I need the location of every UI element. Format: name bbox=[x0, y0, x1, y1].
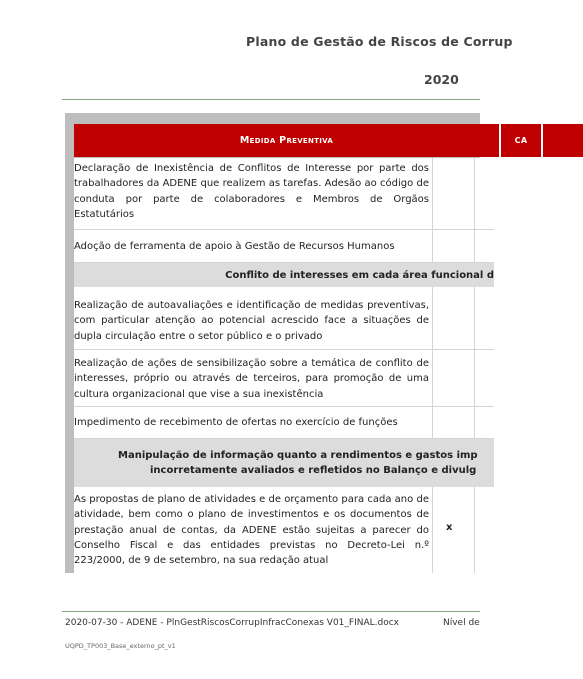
header-divider bbox=[62, 99, 480, 100]
column-divider bbox=[432, 487, 433, 573]
column-divider bbox=[474, 230, 475, 262]
measure-text: Realização de autoavaliações e identificação de medidas preventivas, com particular atenção ao potencial acrescido face a situações de dupla circulação entre o setor público e o privado bbox=[74, 300, 429, 342]
column-divider bbox=[474, 487, 475, 573]
footer-filename: 2020-07-30 - ADENE - PlnGestRiscosCorrupInfracConexas V01_FINAL.docx bbox=[65, 618, 399, 628]
footer-divider bbox=[62, 611, 480, 612]
column-divider bbox=[432, 407, 433, 438]
column-header-next bbox=[543, 124, 583, 157]
column-header-ca bbox=[501, 124, 541, 157]
table-row bbox=[74, 350, 494, 407]
table-row bbox=[74, 230, 494, 263]
column-divider bbox=[432, 158, 433, 229]
column-header-ca-label: CA bbox=[514, 136, 528, 145]
column-divider bbox=[432, 350, 433, 406]
table-row bbox=[74, 158, 494, 230]
column-header-measure bbox=[74, 124, 499, 157]
column-divider bbox=[474, 287, 475, 349]
section-title: incorretamente avaliados e refletidos no Balanço e divulg bbox=[150, 465, 477, 476]
footer-level: Nível de bbox=[443, 618, 480, 628]
document-title: Plano de Gestão de Riscos de Corrup bbox=[246, 34, 513, 49]
column-divider bbox=[474, 407, 475, 438]
table-row bbox=[74, 407, 494, 439]
section-title: Conflito de interesses em cada área funcional d bbox=[225, 270, 494, 281]
ca-mark: x bbox=[446, 522, 453, 533]
column-divider bbox=[432, 230, 433, 262]
document-year: 2020 bbox=[424, 72, 459, 87]
section-header bbox=[74, 263, 494, 287]
table-row bbox=[74, 487, 494, 573]
table-body bbox=[74, 158, 494, 573]
measure-text: Realização de ações de sensibilização sobre a temática de conflito de interesses, próprio ou através de terceiros, para promoção de uma cultura organizacional que vise a sua inexistência bbox=[74, 358, 429, 400]
measure-text: Adoção de ferramenta de apoio à Gestão de Recursos Humanos bbox=[74, 241, 395, 252]
column-divider bbox=[474, 350, 475, 406]
section-header bbox=[74, 439, 494, 487]
column-divider bbox=[474, 158, 475, 229]
footer-template-code: UQPD_TP003_Base_externo_pt_v1 bbox=[65, 642, 176, 650]
measure-text: Declaração de Inexistência de Conflitos de Interesse por parte dos trabalhadores da ADENE que realizem as tarefas. Adesão ao código de conduta por parte de colaboradores e Membros de Orgãos Estatutários bbox=[74, 163, 429, 220]
measure-text: As propostas de plano de atividades e de orçamento para cada ano de atividade, bem como o plano de investimentos e os documentos de prestação anual de contas, da ADENE estão sujeitas a parecer do Conselho Fiscal e das entidades previstas no Decreto-Lei n.º 223/2000, de 9 de setembro, na sua redação atual bbox=[74, 494, 429, 567]
table-row bbox=[74, 287, 494, 350]
section-title: Manipulação de informação quanto a rendimentos e gastos imp bbox=[118, 450, 478, 461]
risk-table bbox=[65, 113, 528, 573]
column-divider bbox=[432, 287, 433, 349]
column-header-measure-label: Medida Preventiva bbox=[239, 135, 334, 146]
measure-text: Impedimento de recebimento de ofertas no exercício de funções bbox=[74, 417, 398, 428]
